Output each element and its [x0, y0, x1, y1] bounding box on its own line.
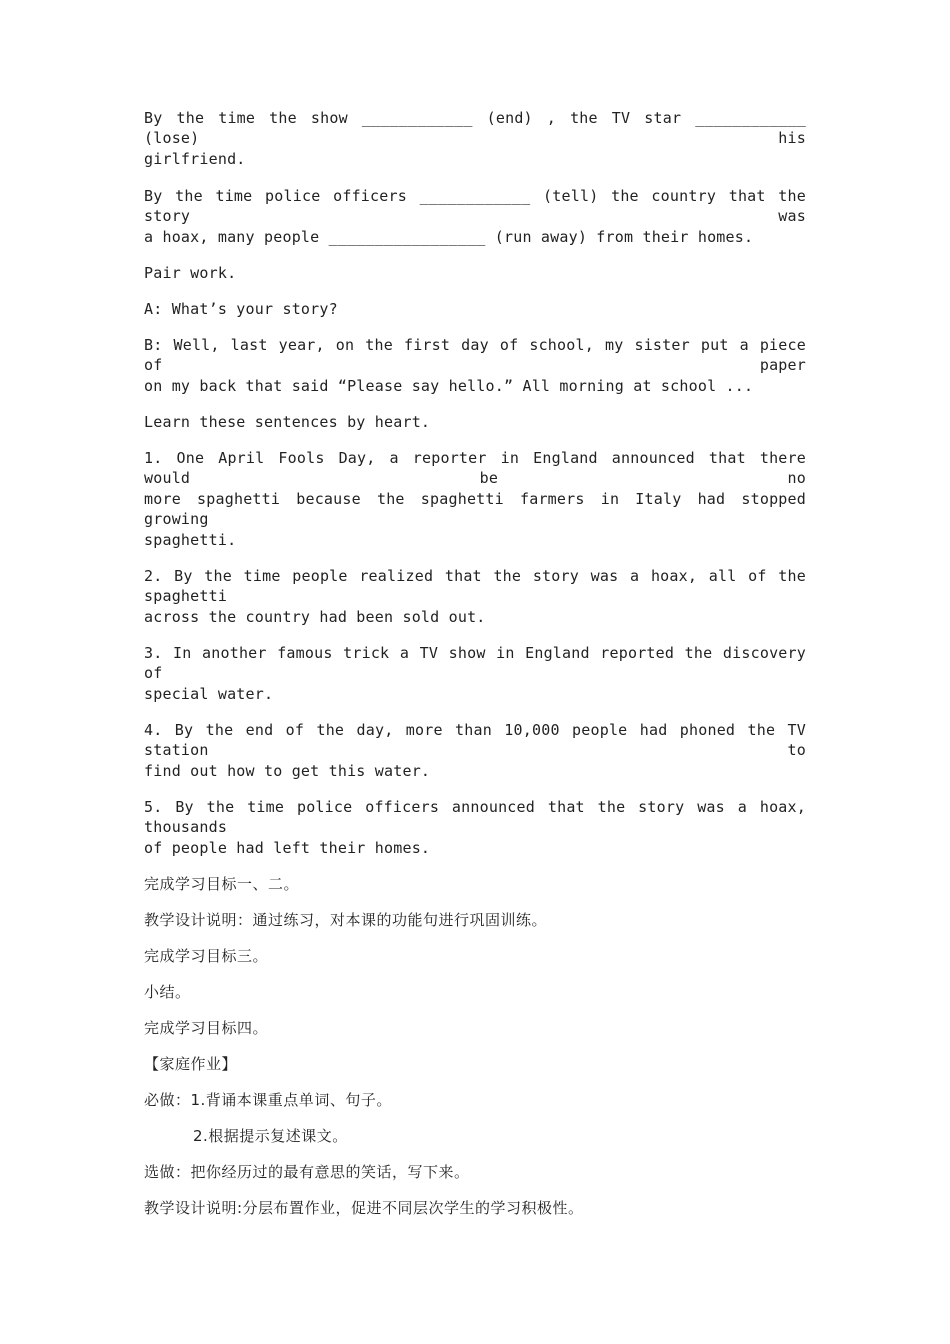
sentence-4: 4. By the end of the day, more than 10,000 people had phoned the TV station to [144, 721, 806, 759]
dialogue-a: A: What’s your story? [144, 300, 338, 318]
dialogue-b: B: Well, last year, on the first day of school, my sister put a piece of paper [144, 336, 806, 374]
homework-optional: 选做：把你经历过的最有意思的笑话，写下来。 [144, 1163, 470, 1181]
sentence-2: 2. By the time people realized that the story was a hoax, all of the spaghetti [144, 567, 806, 605]
exercise-line-1: By the time the show ____________ (end) , the TV star ____________ (lose) his [144, 109, 806, 147]
design-note-1: 教学设计说明：通过练习，对本课的功能句进行巩固训练。 [144, 911, 548, 929]
exercise-line-2-cont: a hoax, many people _________________ (run away) from their homes. [144, 228, 754, 246]
homework-required-1: 必做：1.背诵本课重点单词、句子。 [144, 1091, 392, 1109]
sentence-1: 1. One April Fools Day, a reporter in England announced that there would be no [144, 449, 806, 487]
homework-heading: 【家庭作业】 [144, 1055, 238, 1073]
design-note-2: 教学设计说明:分层布置作业，促进不同层次学生的学习积极性。 [144, 1199, 584, 1217]
sentence-5: 5. By the time police officers announced that the story was a hoax, thousands [144, 798, 806, 836]
exercise-line-2: By the time police officers ____________ (tell) the country that the story was [144, 187, 806, 225]
sentence-4-cont: find out how to get this water. [144, 762, 431, 780]
sentence-1-cont: more spaghetti because the spaghetti farmers in Italy had stopped growing [144, 490, 806, 528]
dialogue-b-cont: on my back that said “Please say hello.” All morning at school ... [144, 377, 754, 395]
goal-1-2: 完成学习目标一、二。 [144, 875, 300, 893]
exercise-line-1-cont: girlfriend. [144, 150, 246, 168]
sentence-2-cont: across the country had been sold out. [144, 608, 486, 626]
sentence-3: 3. In another famous trick a TV show in England reported the discovery of [144, 644, 806, 682]
goal-3: 完成学习目标三。 [144, 947, 269, 965]
sentence-1-end: spaghetti. [144, 531, 237, 549]
goal-4: 完成学习目标四。 [144, 1019, 269, 1037]
summary: 小结。 [144, 983, 191, 1001]
sentence-5-cont: of people had left their homes. [144, 839, 431, 857]
pair-work-heading: Pair work. [144, 264, 237, 282]
homework-required-2: 2.根据提示复述课文。 [193, 1127, 348, 1145]
sentence-3-cont: special water. [144, 685, 274, 703]
learn-heading: Learn these sentences by heart. [144, 413, 431, 431]
